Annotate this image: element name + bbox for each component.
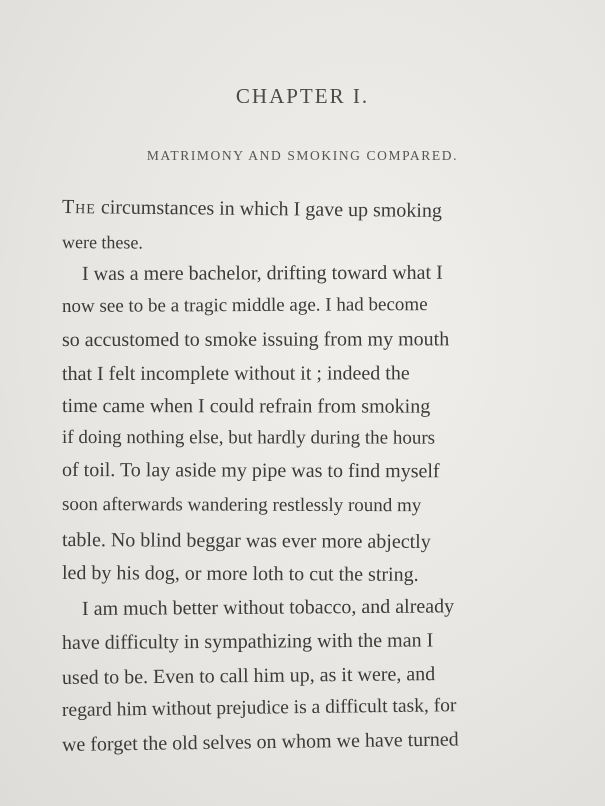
text-line: time came when I could refrain from smoking <box>61 395 431 418</box>
text-line: have difficulty in sympathizing with the man I <box>61 629 434 654</box>
chapter-heading: CHAPTER I. <box>235 84 370 108</box>
text-line: I was a mere bachelor, drifting toward what I <box>81 261 443 285</box>
text-line: used to be. Even to call him up, as it were, and <box>61 663 436 689</box>
small-caps-lead: The <box>61 196 97 219</box>
text-line: soon afterwards wandering restlessly round my <box>61 494 422 517</box>
text-line: that I felt incomplete without it ; indeed the <box>61 362 410 385</box>
text-line: table. No blind beggar was ever more abjectly <box>61 529 431 553</box>
text-line <box>62 196 442 223</box>
text-line: so accustomed to smoke issuing from my mouth <box>61 328 450 351</box>
text-line: regard him without prejudice is a difficult task, for <box>61 695 457 721</box>
text-line: led by his dog, or more loth to cut the string. <box>61 562 419 586</box>
text-line: were these. <box>61 232 144 253</box>
text-line: now see to be a tragic middle age. I had become <box>61 294 428 317</box>
chapter-subtitle: MATRIMONY AND SMOKING COMPARED. <box>146 148 459 163</box>
text-line: of toil. To lay aside my pipe was to find myself <box>61 459 440 483</box>
text-line: we forget the old selves on whom we have turned <box>61 728 459 756</box>
text-line: if doing nothing else, but hardly during the hours <box>61 427 436 449</box>
text-line: I am much better without tobacco, and already <box>81 595 455 620</box>
text-line-content: circumstances in which I gave up smoking <box>95 196 443 222</box>
